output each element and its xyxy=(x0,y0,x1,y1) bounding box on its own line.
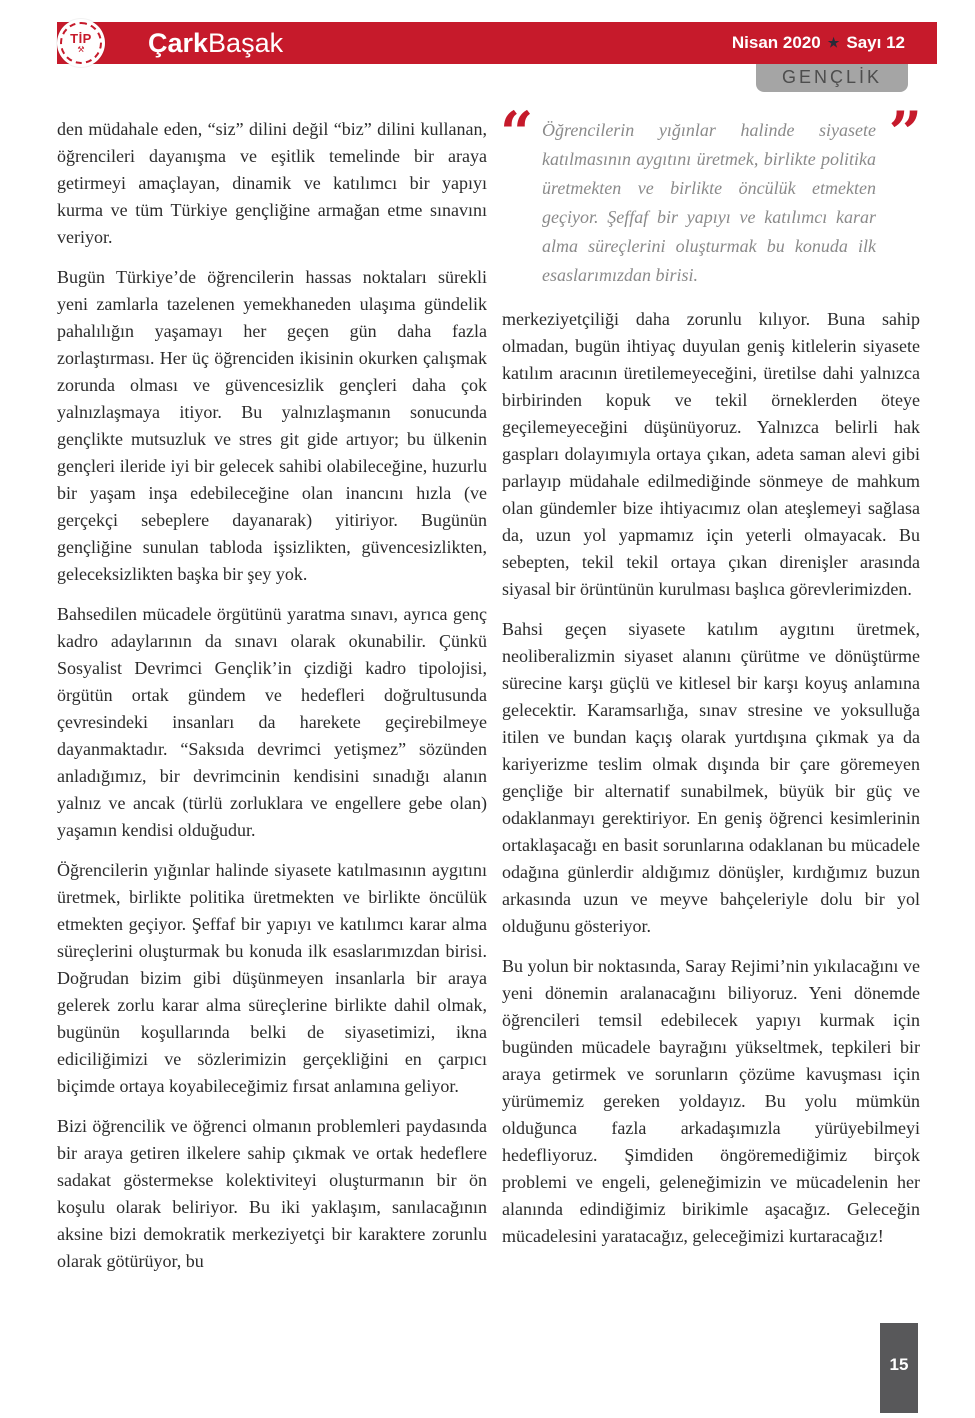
close-quote-icon: ” xyxy=(888,99,922,167)
page-number: 15 xyxy=(889,1355,909,1374)
magazine-title-light: Başak xyxy=(208,28,284,58)
section-badge: GENÇLİK xyxy=(756,56,908,92)
open-quote-icon: “ xyxy=(500,99,534,167)
issue-date: Nisan 2020 xyxy=(731,33,821,52)
magazine-title-bold: Çark xyxy=(148,28,209,58)
paragraph: Öğrencilerin yığınlar halinde siyasete katılmasının aygıtını üretmek, birlikte politika üretmekten ve birlikte öncülük etmekten geçiyor. Şeffaf bir yapıyı ve katılımcı karar alma süreçlerini oluşturmak bu konuda ilk esaslarımızdan birisi. Doğrudan bizim gibi düşünmeyen insanlarla bir araya gelerek zorlu karar alma süreçlerine birlikte dahil olmak, bugünün koşullarında belki de siyasetimizi, ikna ediciliğimizi ve sözlerimizin gerçekliğini en çarpıcı biçimde ortaya koyabileceğimiz fırsat anlamına geliyor. xyxy=(57,860,487,1096)
masthead-bar xyxy=(57,22,937,64)
paragraph: Bahsi geçen siyasete katılım aygıtını üretmek, neoliberalizmin siyaset alanını çürütme ve dönüştürme sürecine karşı güçlü ve kitlesel bir karşı koyuş anlamına gelecektir. Karamsarlığa, sınav stresine ve yoksulluğa itilen ve bundan kaçış olarak yurtdışına çıkmak ya da kariyerizme teslim olmak dışında bir çare göremeyen gençliğe bir alternatif sunabilmek, büyük bir güç ve odaklanmayı gerektiriyor. En geniş öğrenci kesimlerinin ortaklaşacağı en basit sorunlarına odaklanan bu mücadele odağına günlerdir aldığımız dönüşler, kırdığımız buzun arkasında uzun ve meyve bahçeleriyle dolu bir yol olduğunu gösteriyor. xyxy=(502,619,920,936)
paragraph: Bahsedilen mücadele örgütünü yaratma sınavı, ayrıca genç kadro adaylarının da sınavı olarak okunabilir. Çünkü Sosyalist Devrimci Gençlik’in çizdiği kadro tipolojisi, örgütün ortak gündem ve hedefleri doğrultusunda çevresindeki insanları da harekete geçirebilmeye dayanmaktadır. “Saksıda devrimci yetişmez” sözünden anladığımız, bir devrimcinin kendisini sınadığı alanın yalnız ve ancak (türlü zorluklara ve engellere gebe olan) yaşamın kendisi olduğudur. xyxy=(57,604,487,840)
pull-quote xyxy=(500,99,922,290)
hammer-emblem-icon: ⚒ xyxy=(77,45,85,54)
tip-party-logo xyxy=(57,19,105,67)
paragraph: den müdahale eden, “siz” dilini değil “biz” dilini kullanan, öğrencileri dayanışma ve eşitlik temelinde bir araya getirmeyi amaçlayan, dinamik ve katılımcı bir yapıyı kurma ve tüm Türkiye gençliğine armağan etme sınavını veriyor. xyxy=(57,119,487,247)
issue-info xyxy=(732,31,905,55)
star-icon: ★ xyxy=(827,35,840,50)
paragraph: Bugün Türkiye’de öğrencilerin hassas noktaları sürekli yeni zamlarla tazelenen yemekhaneden ulaşıma gündelik pahalılığın yaşamayı her geçen gün daha fazla zorlaştırması. Her üç öğrenciden ikisinin okurken çalışmak zorunda olması ve güvencesizlik gençleri daha çok yalnızlaşmaya itiyor. Bu yalnızlaşmanın sonucunda gençlikte mutsuzluk ve stres git gide artıyor; bu ülkenin gençleri ileride iyi bir gelecek sahibi olabileceğine, huzurlu bir yaşam inşa edebileceğine olan inancını hızla (ve gerçekçi sebeplere dayanarak) yitiriyor. Bugünün gençliğine sunulan tabloda işsizlikten, güvencesizlikten, geleceksizlikten başka bir şey yok. xyxy=(57,267,487,584)
magazine-title xyxy=(148,26,283,60)
page-number-box xyxy=(880,1323,918,1413)
tip-logo-text: TİP xyxy=(70,31,92,46)
issue-number: Sayı 12 xyxy=(846,33,905,52)
article-right-column xyxy=(500,99,922,1263)
paragraph: merkeziyetçiliği daha zorunlu kılıyor. Buna sahip olmadan, bugün ihtiyaç duyulan geniş kitlelerin siyasete katılım aracının üretilemeyeceğini, üretilse dahi yalnızca birbirinden kopuk ve tekil örneklerden öteye geçilemeyeceğini düşünüyoruz. Yalnızca belirli hak gaspları dolayımıyla ortaya çıkan, adeta saman alevi gibi parlayıp müdahale edilmediğinde sönmeye de mahkum olan gündemler bize ihtiyacımız olan ateşlemeyi sağlasa da, uzun yol yapmamız için yeterli olmayacak. Bu sebepten, tekil tekil ortaya çıkan direnişler arasında siyasal bir örüntünün kurulması başlıca görevlerimizden. xyxy=(502,309,920,599)
pull-quote-text: Öğrencilerin yığınlar halinde siyasete katılmasının aygıtını üretmek, birlikte politika üretmekten ve birlikte öncülük etmekten geçiyor. Şeffaf bir yapıyı ve katılımcı karar alma süreçlerini oluşturmak bu konuda ilk esaslarımızdan birisi. xyxy=(542,120,876,285)
paragraph: Bizi öğrencilik ve öğrenci olmanın problemleri paydasında bir araya getiren ilkelere sahip çıkmak ve ortak hedeflere sadakat göstermekse kolektiviteyi oluşturmanın bir ön koşulu olarak beliriyor. Bu iki yaklaşım, sanılacağının aksine bizi demokratik merkeziyetçi bir karaktere zorunlu olarak götürüyor, bu xyxy=(57,1116,487,1271)
article-left-column xyxy=(57,116,487,1288)
paragraph: Bu yolun bir noktasında, Saray Rejimi’nin yıkılacağını ve yeni dönemin aralanacağını biliyoruz. Yeni dönemde öğrencileri temsil edebilecek yapıyı kurmak için bugünden mücadele bayrağını yükseltmek, tepkileri bir araya getirmek ve sorunların çözüme kavuşması için yürümemiz gereken yoldayız. Bu yolu mümkün olduğunca fazla arkadaşımızla yürüyebilmeyi hedefliyoruz. Şimdiden öngöremediğimiz birçok problemi ve engeli, geleneğimizin ve mücadelenin her alanında edindiğimiz birikimle aşacağız. Geleceğin mücadelesini yaratacağız, geleceğimizi kurtaracağız! xyxy=(502,956,920,1246)
